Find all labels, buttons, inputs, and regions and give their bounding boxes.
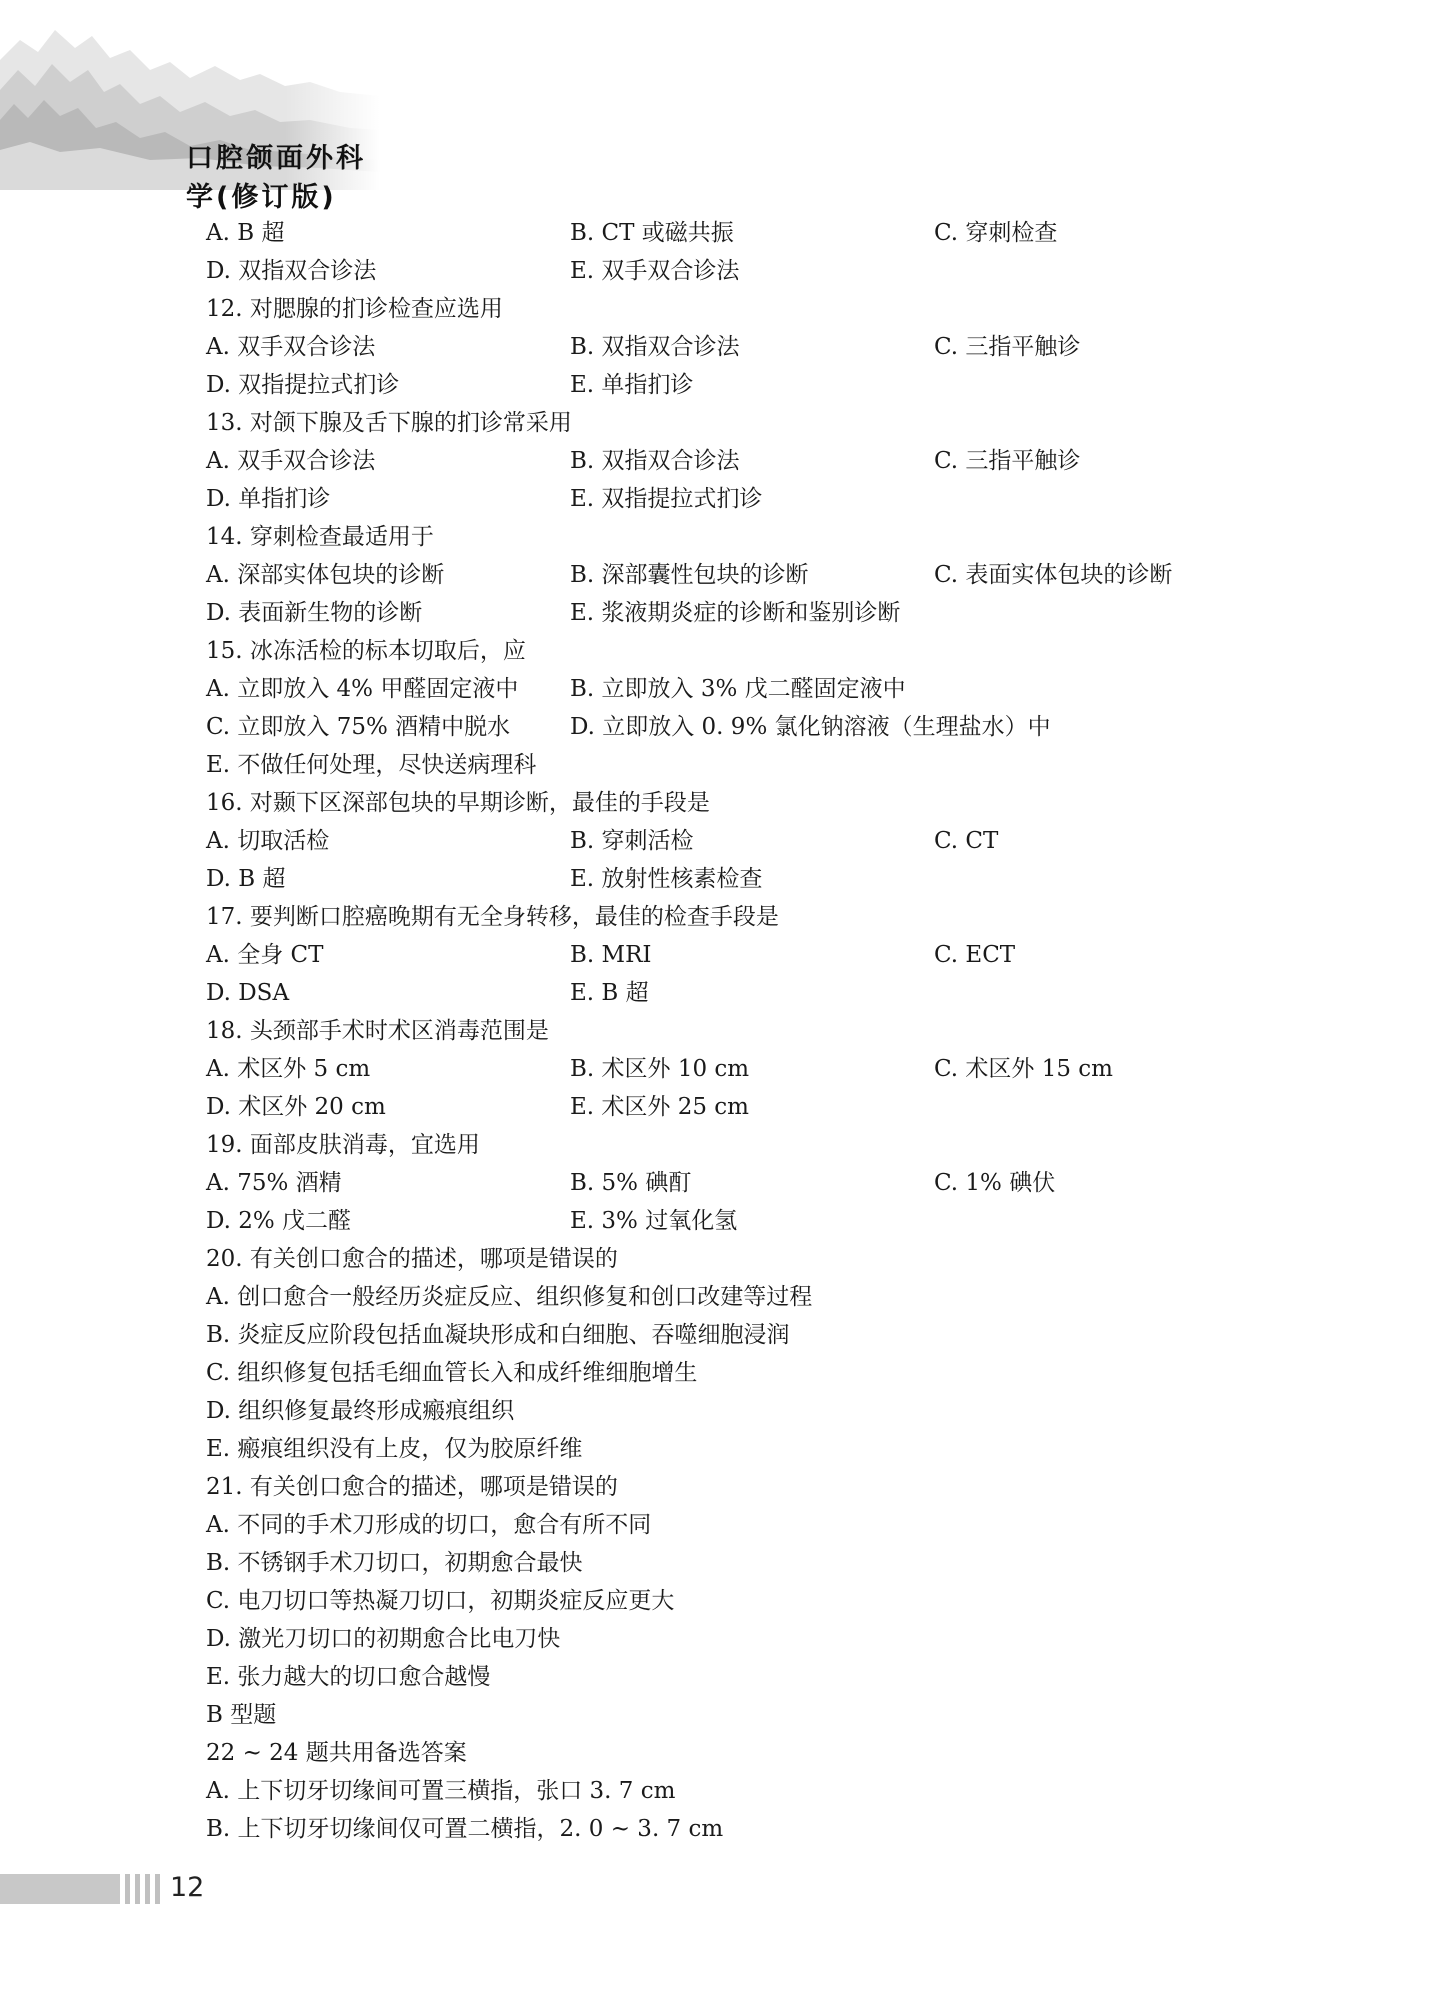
options-row — [206, 822, 1266, 860]
text-line — [206, 784, 1266, 822]
line-text: E. 瘢痕组织没有上皮，仅为胶原纤维 — [206, 1436, 583, 1462]
text-line — [206, 1316, 1266, 1354]
text-line — [206, 1582, 1266, 1620]
option-b: E. 放射性核素检查 — [570, 866, 763, 892]
text-line — [206, 1772, 1266, 1810]
text-line — [206, 1240, 1266, 1278]
option-c: C. ECT — [934, 942, 1016, 968]
footer-stripe — [125, 1874, 130, 1904]
option-b: E. 3% 过氧化氢 — [570, 1208, 738, 1234]
option-a: A. 双手双合诊法 — [206, 448, 376, 474]
line-text: 14. 穿刺检查最适用于 — [206, 524, 434, 550]
text-line — [206, 1696, 1266, 1734]
line-text: 17. 要判断口腔癌晚期有无全身转移，最佳的检查手段是 — [206, 904, 779, 930]
option-c: C. CT — [934, 828, 999, 854]
text-line — [206, 518, 1266, 556]
option-b: E. 双手双合诊法 — [570, 258, 740, 284]
options-row — [206, 974, 1266, 1012]
page-number: 12 — [170, 1872, 205, 1903]
option-b: D. 立即放入 0. 9% 氯化钠溶液（生理盐水）中 — [570, 714, 1051, 740]
text-line — [206, 1544, 1266, 1582]
option-b: B. 穿刺活检 — [570, 828, 694, 854]
page-footer — [0, 1874, 400, 1904]
option-c: C. 表面实体包块的诊断 — [934, 562, 1173, 588]
line-text: E. 张力越大的切口愈合越慢 — [206, 1664, 491, 1690]
text-line — [206, 290, 1266, 328]
line-text: 22 ~ 24 题共用备选答案 — [206, 1740, 467, 1766]
text-line — [206, 632, 1266, 670]
option-a: D. 双指提拉式扪诊 — [206, 372, 400, 398]
options-row — [206, 1088, 1266, 1126]
option-b: E. 单指扪诊 — [570, 372, 694, 398]
footer-bar — [0, 1874, 120, 1904]
text-line — [206, 1734, 1266, 1772]
text-line — [206, 1468, 1266, 1506]
options-row — [206, 670, 1266, 708]
option-b: E. 浆液期炎症的诊断和鉴别诊断 — [570, 600, 901, 626]
option-c: C. 三指平触诊 — [934, 448, 1081, 474]
option-a: D. 表面新生物的诊断 — [206, 600, 423, 626]
option-a: A. 术区外 5 cm — [206, 1056, 371, 1082]
option-b: B. 术区外 10 cm — [570, 1056, 750, 1082]
text-line — [206, 1354, 1266, 1392]
option-b: E. 术区外 25 cm — [570, 1094, 749, 1120]
text-line — [206, 1012, 1266, 1050]
option-b: B. MRI — [570, 942, 652, 968]
option-a: C. 立即放入 75% 酒精中脱水 — [206, 714, 511, 740]
option-a: A. 立即放入 4% 甲醛固定液中 — [206, 676, 519, 702]
line-text: 15. 冰冻活检的标本切取后，应 — [206, 638, 526, 664]
text-line — [206, 404, 1266, 442]
options-row — [206, 1164, 1266, 1202]
text-line — [206, 1392, 1266, 1430]
line-text: A. 不同的手术刀形成的切口，愈合有所不同 — [206, 1512, 652, 1538]
option-a: D. B 超 — [206, 866, 286, 892]
options-row — [206, 936, 1266, 974]
option-a: A. B 超 — [206, 220, 285, 246]
options-row — [206, 860, 1266, 898]
text-line — [206, 1278, 1266, 1316]
line-text: B. 炎症反应阶段包括血凝块形成和白细胞、吞噬细胞浸润 — [206, 1322, 790, 1348]
line-text: A. 创口愈合一般经历炎症反应、组织修复和创口改建等过程 — [206, 1284, 813, 1310]
text-line — [206, 746, 1266, 784]
question-list — [206, 214, 1266, 1848]
option-a: D. 2% 戊二醛 — [206, 1208, 352, 1234]
option-a: D. DSA — [206, 980, 290, 1006]
line-text: 16. 对颞下区深部包块的早期诊断，最佳的手段是 — [206, 790, 710, 816]
option-a: D. 双指双合诊法 — [206, 258, 377, 284]
option-a: A. 全身 CT — [206, 942, 324, 968]
options-row — [206, 556, 1266, 594]
footer-stripe — [145, 1874, 150, 1904]
option-a: D. 术区外 20 cm — [206, 1094, 386, 1120]
options-row — [206, 1050, 1266, 1088]
option-a: D. 单指扪诊 — [206, 486, 331, 512]
line-text: 13. 对颌下腺及舌下腺的扪诊常采用 — [206, 410, 572, 436]
options-row — [206, 1202, 1266, 1240]
options-row — [206, 708, 1266, 746]
option-b: B. CT 或磁共振 — [570, 220, 734, 246]
option-c: C. 穿刺检查 — [934, 220, 1058, 246]
option-a: A. 切取活检 — [206, 828, 330, 854]
book-title: 口腔颌面外科学(修订版) — [186, 143, 366, 213]
line-text: 20. 有关创口愈合的描述，哪项是错误的 — [206, 1246, 618, 1272]
option-b: B. 5% 碘酊 — [570, 1170, 692, 1196]
line-text: E. 不做任何处理，尽快送病理科 — [206, 752, 537, 778]
line-text: C. 组织修复包括毛细血管长入和成纤维细胞增生 — [206, 1360, 698, 1386]
line-text: 21. 有关创口愈合的描述，哪项是错误的 — [206, 1474, 618, 1500]
line-text: 19. 面部皮肤消毒，宜选用 — [206, 1132, 480, 1158]
text-line — [206, 1506, 1266, 1544]
line-text: 18. 头颈部手术时术区消毒范围是 — [206, 1018, 549, 1044]
options-row — [206, 328, 1266, 366]
line-text: B. 上下切牙切缘间仅可置二横指，2. 0 ~ 3. 7 cm — [206, 1816, 724, 1842]
options-row — [206, 252, 1266, 290]
option-b: B. 双指双合诊法 — [570, 448, 740, 474]
option-b: B. 深部囊性包块的诊断 — [570, 562, 809, 588]
option-a: A. 深部实体包块的诊断 — [206, 562, 445, 588]
options-row — [206, 214, 1266, 252]
line-text: D. 组织修复最终形成瘢痕组织 — [206, 1398, 515, 1424]
option-c: C. 三指平触诊 — [934, 334, 1081, 360]
options-row — [206, 442, 1266, 480]
option-b: B. 双指双合诊法 — [570, 334, 740, 360]
option-b: E. B 超 — [570, 980, 649, 1006]
line-text: D. 激光刀切口的初期愈合比电刀快 — [206, 1626, 561, 1652]
line-text: A. 上下切牙切缘间可置三横指，张口 3. 7 cm — [206, 1778, 676, 1804]
text-line — [206, 1430, 1266, 1468]
option-a: A. 双手双合诊法 — [206, 334, 376, 360]
options-row — [206, 480, 1266, 518]
text-line — [206, 1126, 1266, 1164]
text-line — [206, 1810, 1266, 1848]
text-line — [206, 1658, 1266, 1696]
option-c: C. 1% 碘伏 — [934, 1170, 1056, 1196]
options-row — [206, 366, 1266, 404]
footer-stripe — [155, 1874, 160, 1904]
line-text: 12. 对腮腺的扪诊检查应选用 — [206, 296, 503, 322]
option-b: E. 双指提拉式扪诊 — [570, 486, 763, 512]
option-c: C. 术区外 15 cm — [934, 1056, 1113, 1082]
line-text: B 型题 — [206, 1702, 277, 1728]
text-line — [206, 898, 1266, 936]
footer-stripe — [135, 1874, 140, 1904]
page-header — [0, 0, 380, 213]
option-b: B. 立即放入 3% 戊二醛固定液中 — [570, 676, 906, 702]
option-a: A. 75% 酒精 — [206, 1170, 342, 1196]
line-text: C. 电刀切口等热凝刀切口，初期炎症反应更大 — [206, 1588, 675, 1614]
line-text: B. 不锈钢手术刀切口，初期愈合最快 — [206, 1550, 583, 1576]
options-row — [206, 594, 1266, 632]
text-line — [206, 1620, 1266, 1658]
